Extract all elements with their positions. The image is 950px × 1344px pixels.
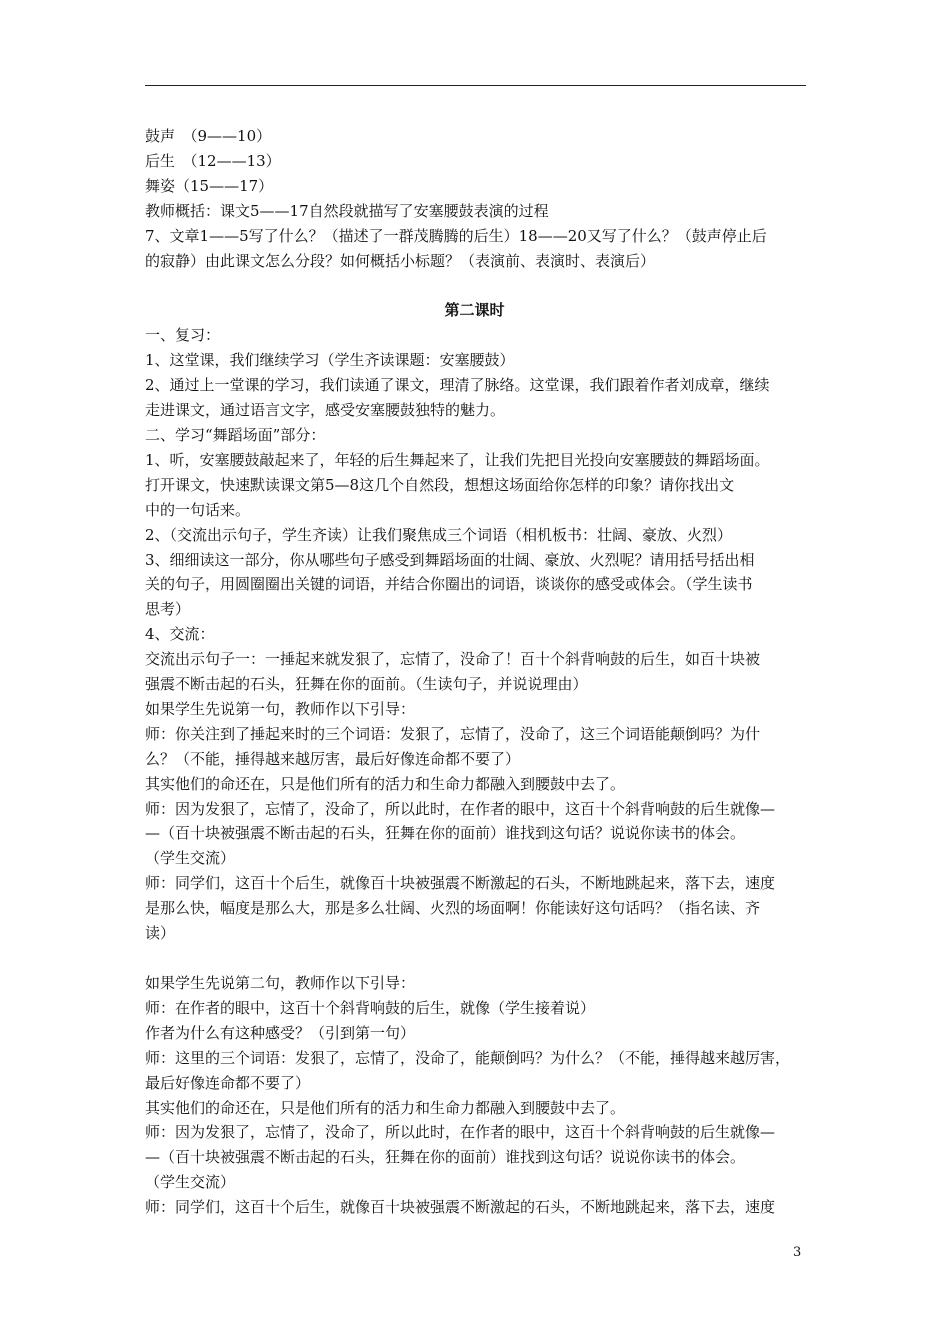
text-line: —（百十块被强震不断击起的石头，狂舞在你的面前）谁找到这句话？说说你读书的体会。 (145, 824, 746, 843)
text-line: 师：因为发狠了，忘情了，没命了，所以此时，在作者的眼中，这百十个斜背响鼓的后生就像— (145, 1123, 776, 1142)
text-line: 师：同学们，这百十个后生，就像百十块被强震不断激起的石头，不断地跳起来，落下去，速度 (145, 874, 776, 893)
text-line: 师：这里的三个词语：发狠了，忘情了，没命了，能颠倒吗？为什么？（不能，捶得越来越厉害， (145, 1048, 791, 1067)
document-body (145, 124, 810, 1220)
text-line: 一、复习： (145, 326, 221, 345)
text-line: 1、听，安塞腰鼓敲起来了，年轻的后生舞起来了，让我们先把目光投向安塞腰鼓的舞蹈场面。 (145, 450, 770, 469)
text-line: 作者为什么有这种感受？（引到第一句） (145, 1023, 416, 1042)
text-line: 后生 （12——13） (145, 151, 281, 170)
text-line: 关的句子，用圆圈圈出关键的词语，并结合你圈出的词语，谈谈你的感受或体会。（学生读书 (145, 575, 753, 594)
text-line: 如果学生先说第一句，教师作以下引导： (145, 699, 416, 718)
text-line: 1、这堂课，我们继续学习（学生齐读课题：安塞腰鼓） (145, 351, 515, 370)
text-line: 二、学习“舞蹈场面”部分： (145, 425, 326, 444)
text-line: 师：因为发狠了，忘情了，没命了，所以此时，在作者的眼中，这百十个斜背响鼓的后生就像— (145, 799, 776, 818)
text-line: （学生交流） (145, 849, 236, 868)
text-line: 2、（交流出示句子，学生齐读）让我们聚焦成三个词语（相机板书：壮阔、豪放、火烈） (145, 525, 733, 544)
text-line: 强震不断击起的石头，狂舞在你的面前。（生读句子，并说说理由） (145, 675, 588, 694)
text-line: 3、细细读这一部分，你从哪些句子感受到舞蹈场面的壮阔、豪放、火烈呢？请用括号括出相 (145, 550, 755, 569)
text-line: —（百十块被强震不断击起的石头，狂舞在你的面前）谁找到这句话？说说你读书的体会。 (145, 1148, 746, 1167)
text-line: 鼓声 （9——10） (145, 127, 272, 145)
text-line: 打开课文，快速默读课文第5—8这几个自然段，想想这场面给你怎样的印象？请你找出文 (145, 475, 735, 494)
section-second-lesson (145, 323, 810, 946)
header-rule (145, 85, 806, 86)
text-line: 交流出示句子一：一捶起来就发狠了，忘情了，没命了！百十个斜背响鼓的后生，如百十块被 (145, 650, 761, 669)
text-line: 读） (145, 924, 176, 943)
text-line: 其实他们的命还在，只是他们所有的活力和生命力都融入到腰鼓中去了。 (145, 1098, 626, 1117)
text-line: 走进课文，通过语言文字，感受安塞腰鼓独特的魅力。 (145, 401, 506, 420)
section-alternate-guidance (145, 971, 810, 1220)
text-line: 是那么快，幅度是那么大，那是多么壮阔、火烈的场面啊！你能读好这句话吗？（指名读、齐 (145, 899, 761, 918)
text-line: 么？（不能，捶得越来越厉害，最后好像连命都不要了） (145, 749, 521, 768)
section-lesson-summary (145, 124, 810, 273)
text-line: 如果学生先说第二句，教师作以下引导： (145, 974, 416, 992)
text-line: 思考） (145, 600, 191, 619)
text-line: 其实他们的命还在，只是他们所有的活力和生命力都融入到腰鼓中去了。 (145, 774, 626, 793)
text-line: 师：在作者的眼中，这百十个斜背响鼓的后生，就像（学生接着说） (145, 998, 596, 1017)
text-line: 4、交流： (145, 625, 215, 644)
text-line: 师：同学们，这百十个后生，就像百十块被强震不断激起的石头，不断地跳起来，落下去，速度 (145, 1198, 776, 1217)
text-line: 的寂静）由此课文怎么分段？如何概括小标题？（表演前、表演时、表演后） (145, 251, 656, 270)
page-number: 3 (793, 1245, 802, 1260)
text-line: 教师概括：课文5——17自然段就描写了安塞腰鼓表演的过程 (145, 201, 549, 220)
text-line: 最后好像连命都不要了） (145, 1073, 311, 1092)
text-line: 舞姿（15——17） (145, 176, 274, 195)
text-line: 2、通过上一堂课的学习，我们读通了课文，理清了脉络。这堂课，我们跟着作者刘成章，继续 (145, 376, 770, 395)
lesson-heading: 第二课时 (444, 301, 505, 320)
text-line: 中的一句话来。 (145, 500, 251, 519)
text-line: 师：你关注到了捶起来时的三个词语：发狠了，忘情了，没命了，这三个词语能颠倒吗？为什 (145, 724, 761, 743)
text-line: （学生交流） (145, 1173, 236, 1192)
text-line: 7、文章1——5写了什么？（描述了一群茂腾腾的后生）18——20又写了什么？（鼓声停止后 (145, 226, 767, 245)
